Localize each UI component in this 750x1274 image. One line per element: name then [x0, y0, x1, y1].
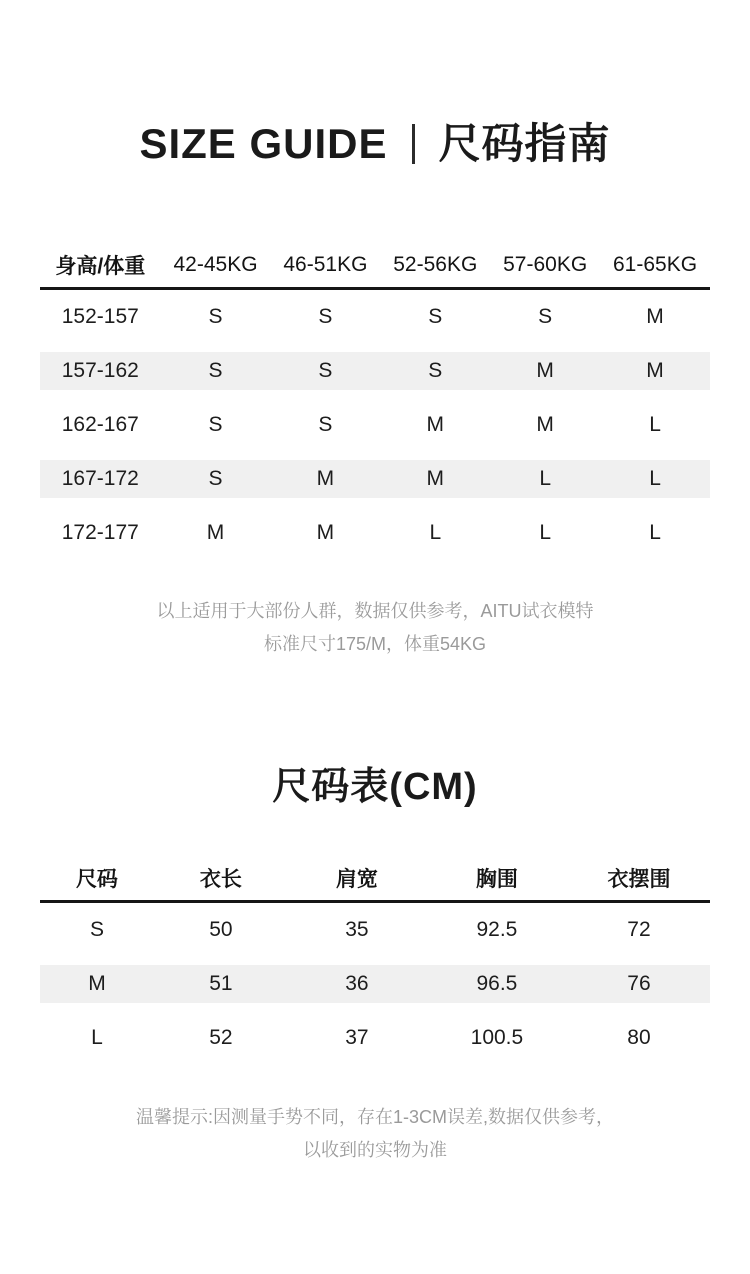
table-cell: S [208, 305, 223, 328]
table-row [40, 1011, 710, 1065]
cm-table-header [40, 856, 710, 900]
column-header: 尺码 [75, 868, 118, 891]
row-label: 167-172 [61, 467, 139, 490]
row-label: 162-167 [61, 413, 139, 436]
table-cell: S [428, 359, 443, 382]
table-cell: S [318, 305, 333, 328]
table-cell: S [318, 359, 333, 382]
measurement-tip-note [0, 1101, 750, 1167]
row-label: S [89, 918, 104, 941]
table-cell: S [318, 413, 333, 436]
table-cell: S [208, 467, 223, 490]
page-title-en: SIZE GUIDE [139, 120, 388, 167]
table-cell: L [649, 413, 661, 436]
table-cell: M [206, 521, 225, 544]
table-cell: M [426, 413, 445, 436]
size-guide-note [0, 595, 750, 661]
table-cell: 37 [345, 1026, 369, 1049]
table-cell: 36 [345, 972, 369, 995]
title-separator-bar [412, 124, 415, 164]
table-cell: M [316, 521, 335, 544]
table-cell: S [208, 359, 223, 382]
table-cell: L [539, 521, 551, 544]
size-guide-note-line1: 以上适用于大部份人群，数据仅供参考，AITU试衣模特 [156, 601, 594, 621]
column-header: 46-51KG [283, 253, 368, 276]
table-cell: S [538, 305, 553, 328]
row-label: 152-157 [61, 305, 139, 328]
table-row [40, 452, 710, 506]
table-cell: 80 [627, 1026, 651, 1049]
column-header: 身高/体重 [55, 255, 146, 278]
table-row [40, 903, 710, 957]
table-row [40, 398, 710, 452]
table-cell: 50 [209, 918, 233, 941]
table-cell: 51 [209, 972, 233, 995]
table-cell: 72 [627, 918, 651, 941]
column-header: 61-65KG [613, 253, 698, 276]
row-label: 157-162 [61, 359, 139, 382]
height-weight-table-body [40, 290, 710, 560]
table-cell: L [649, 467, 661, 490]
measurement-tip-line2: 以收到的实物为准 [303, 1140, 447, 1160]
cm-table-title: 尺码表(CM) [272, 766, 478, 808]
column-header: 衣摆围 [607, 868, 671, 891]
table-cell: 76 [627, 972, 651, 995]
column-header: 57-60KG [503, 253, 588, 276]
cm-measurement-table [40, 856, 710, 1065]
table-row [40, 506, 710, 560]
table-cell: M [426, 467, 445, 490]
table-cell: L [539, 467, 551, 490]
table-row [40, 957, 710, 1011]
table-cell: L [649, 521, 661, 544]
table-cell: 35 [345, 918, 369, 941]
row-label: L [91, 1026, 103, 1049]
table-cell: M [316, 467, 335, 490]
row-label: 172-177 [61, 521, 139, 544]
cm-table-body [40, 903, 710, 1065]
page-title-zh: 尺码指南 [438, 120, 611, 167]
table-cell: 52 [209, 1026, 233, 1049]
height-weight-size-table [40, 243, 710, 560]
measurement-tip-line1: 温馨提示:因测量手势不同，存在1-3CM误差,数据仅供参考， [135, 1107, 614, 1127]
table-cell: 92.5 [476, 918, 518, 941]
table-cell: 100.5 [470, 1026, 524, 1049]
table-row [40, 290, 710, 344]
column-header: 衣长 [199, 868, 242, 891]
table-cell: M [646, 305, 664, 328]
table-cell: L [429, 521, 442, 544]
table-cell: M [536, 359, 554, 382]
table-cell: M [536, 413, 554, 436]
page-title [0, 0, 750, 167]
row-label: M [88, 972, 106, 995]
column-header: 肩宽 [335, 868, 378, 891]
column-header: 42-45KG [173, 253, 258, 276]
height-weight-table-header [40, 243, 710, 287]
column-header: 52-56KG [393, 253, 478, 276]
table-cell: M [646, 359, 664, 382]
table-cell: 96.5 [476, 972, 518, 995]
table-cell: S [428, 305, 443, 328]
column-header: 胸围 [475, 868, 518, 891]
table-cell: S [208, 413, 223, 436]
table-row [40, 344, 710, 398]
size-guide-note-line2: 标准尺寸175/M，体重54KG [263, 634, 487, 654]
